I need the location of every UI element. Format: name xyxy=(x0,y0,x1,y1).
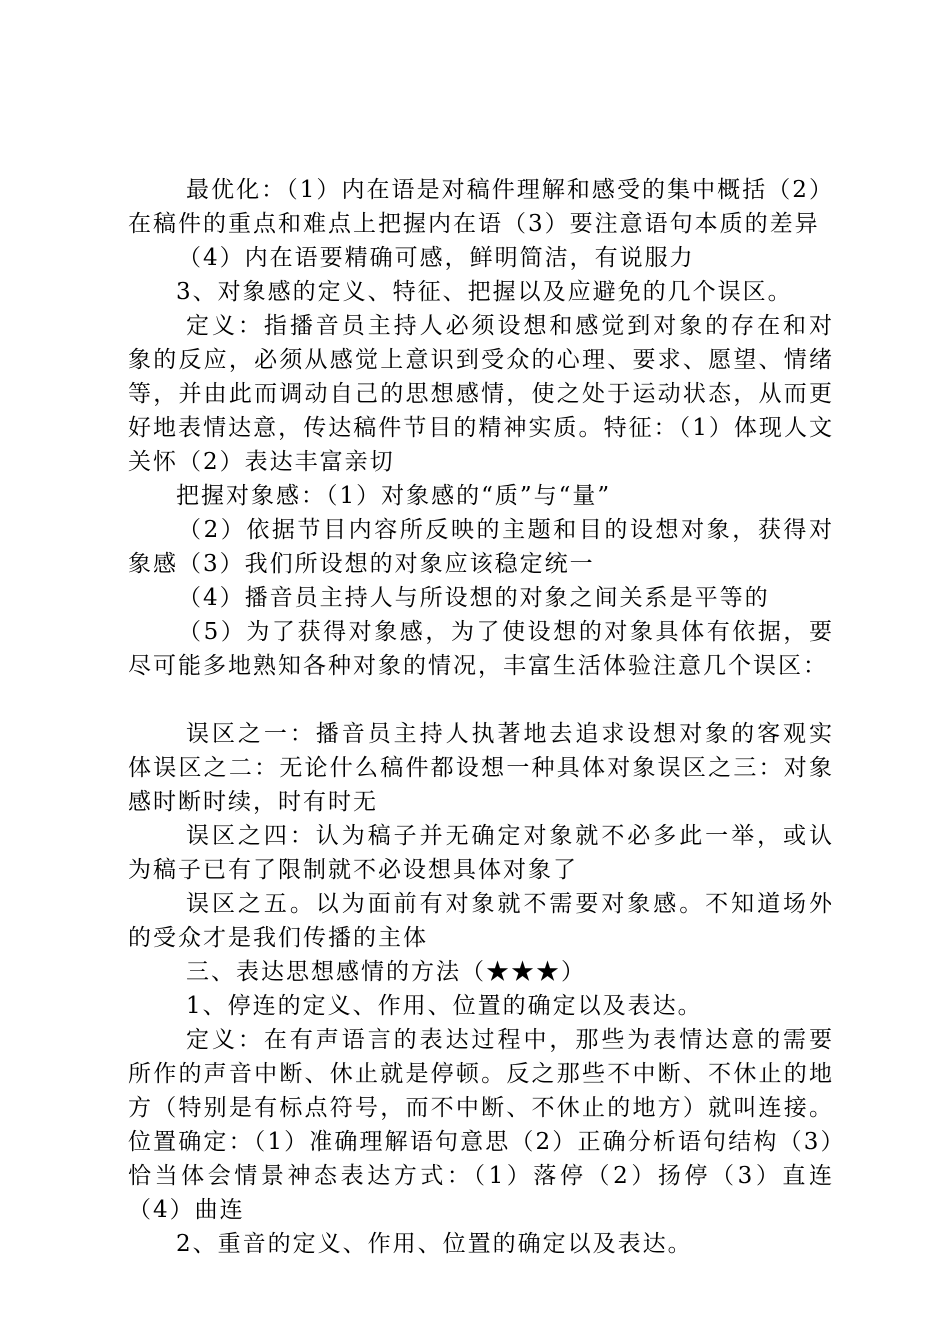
paragraph-heading-pause: 1、停连的定义、作用、位置的确定以及表达。 xyxy=(186,993,703,1019)
paragraph-misconception-4: 误区之四：认为稿子并无确定对象就不必多此一举，或认为稿子已有了限制就不必设想具体对象了 xyxy=(128,823,834,883)
paragraph-object-sense-4: （4）播音员主持人与所设想的对象之间关系是平等的 xyxy=(178,585,770,611)
paragraph-misconception-5: 误区之五。以为面前有对象就不需要对象感。不知道场外的受众才是我们传播的主体 xyxy=(128,891,834,951)
paragraph-heading-methods: 三、表达思想感情的方法（★★★） xyxy=(186,959,586,985)
paragraph-optimization: 最优化：（1）内在语是对稿件理解和感受的集中概括（2）在稿件的重点和难点上把握内在语（3）要注意语句本质的差异 xyxy=(128,177,834,237)
paragraph-object-sense-5: （5）为了获得对象感，为了使设想的对象具体有依据，要尽可能多地熟知各种对象的情况，丰富生活体验注意几个误区： xyxy=(128,619,834,679)
paragraph-object-sense-2: （2）依据节目内容所反映的主题和目的设想对象，获得对象感（3）我们所设想的对象应该稳定统一 xyxy=(128,517,834,577)
paragraph-heading-stress: 2、重音的定义、作用、位置的确定以及表达。 xyxy=(176,1231,693,1257)
paragraph-object-sense-definition: 定义：指播音员主持人必须设想和感觉到对象的存在和对象的反应，必须从感觉上意识到受众的心理、要求、愿望、情绪等，并由此而调动自己的思想感情，使之处于运动状态，从而更好地表情达意，传达稿件节目的精神实质。特征：（1）体现人文关怀（2）表达丰富亲切 xyxy=(128,313,834,475)
paragraph-pause-definition: 定义：在有声语言的表达过程中，那些为表情达意的需要所作的声音中断、休止就是停顿。反之那些不中断、不休止的地方（特别是有标点符号，而不中断、不休止的地方）就叫连接。位置确定：（1）准确理解语句意思（2）正确分析语句结构（3）恰当体会情景神态表达方式：（1）落停（2）扬停（3）直连（4）曲连 xyxy=(128,1027,834,1223)
blank-line xyxy=(128,683,834,717)
paragraph-heading-object-sense: 3、对象感的定义、特征、把握以及应避免的几个误区。 xyxy=(176,279,793,305)
paragraph-misconception-1-3: 误区之一：播音员主持人执著地去追求设想对象的客观实体误区之二：无论什么稿件都设想一种具体对象误区之三：对象感时断时续，时有时无 xyxy=(128,721,834,815)
paragraph-inner-language-4: （4）内在语要精确可感，鲜明简洁，有说服力 xyxy=(178,245,695,271)
document-page xyxy=(128,173,834,1261)
paragraph-grasp-object-sense: 把握对象感：（1）对象感的“质”与“量” xyxy=(176,483,612,509)
